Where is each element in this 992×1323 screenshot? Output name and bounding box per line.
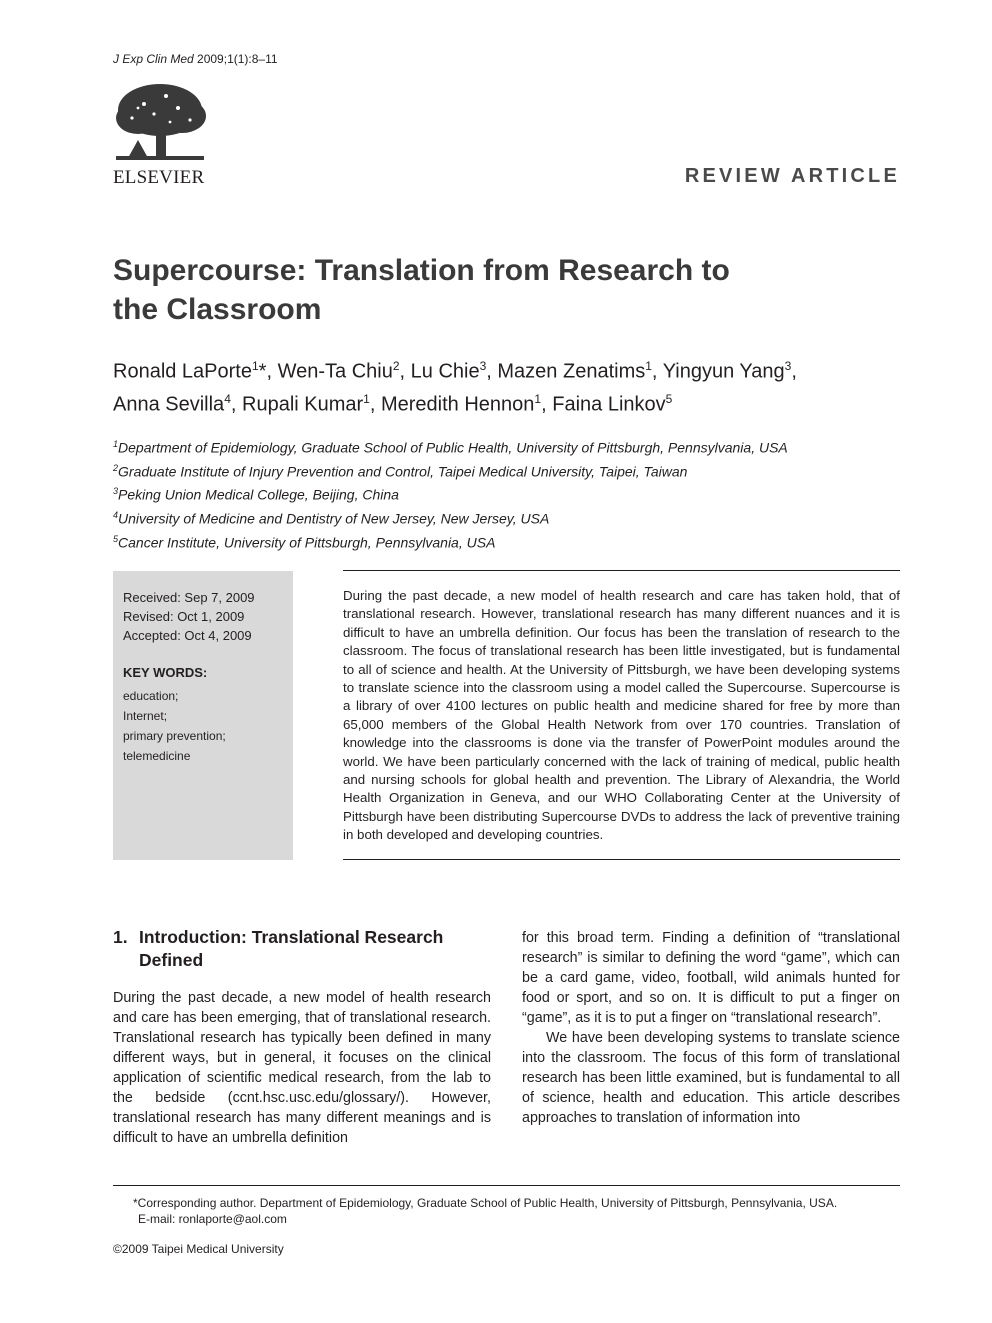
author-affil-sup: 2 — [392, 359, 400, 373]
author-affil-sup: 1 — [645, 359, 652, 373]
affiliation-item: $^5$Cancer Institute, University of Pittsburgh, Pennsylvania, USA — [113, 533, 496, 551]
author-line-2: Anna Sevilla$^4$, Rupali Kumar$^1$, Meredith Hennon$^1$, Faina Linkov$^5$ — [113, 391, 673, 416]
author-name: Meredith Hennon — [380, 393, 535, 416]
corresponding-author-footnote — [133, 1195, 913, 1227]
affiliation-item: $^3$Peking Union Medical College, Beijing, China — [113, 486, 399, 503]
footnote-rule — [113, 1185, 900, 1186]
keyword-item: Internet; — [123, 709, 168, 723]
corresponding-mark: * — [258, 360, 267, 383]
author-name: Ronald LaPorte — [113, 360, 252, 383]
keywords-heading: KEY WORDS: — [123, 665, 208, 680]
author-affil-sup: 3 — [479, 359, 487, 373]
publisher-name: ELSEVIER — [113, 167, 205, 188]
author-line-1: Ronald LaPorte$^1$*, Wen-Ta Chiu$^2$, Lu Chie$^3$, Mazen Zenatims$^1$, Yingyun Yang$^3$, — [113, 359, 797, 383]
abstract-text: During the past decade, a new model of health research and care has taken hold, that of translational research. However, translational research has many different nuances and it is difficult to have an umbrella definition. Our focus has been the translation of research to the classroom. The focus of translational research has been little investigated, but is fundamental to all of science and health. At the University of Pittsburgh, we have been developing systems to translate science into the classroom using a model called the Supercourse. Supercourse is a library of over 4100 lectures on public health and medicine shared for free by more than 65,000 members of the Global Health Network from over 170 countries. Translation of knowledge into the classrooms is done via the transfer of PowerPoint modules around the world. We have been particularly concerned with the lack of training of medical, public health and nursing schools for global health and prevention. The Library of Alexandria, the World Health Organization in Geneva, and our WHO Collaborating Center at the University of Pittsburgh have been distributing Supercourse DVDs to address the lack of preventive training in both developed and developing countries. — [343, 588, 900, 843]
author-list — [113, 353, 913, 418]
section-title-line-1: Introduction: Translational Research — [139, 927, 444, 947]
author-name: Wen-Ta Chiu — [277, 360, 393, 383]
article-title — [113, 251, 793, 329]
abstract-bottom-rule — [343, 859, 900, 860]
author-name: Mazen Zenatims — [497, 360, 646, 383]
author-affil-sup: 1 — [251, 359, 259, 373]
author-name: Rupali Kumar — [242, 393, 364, 416]
keyword-item: education; — [123, 689, 179, 703]
journal-volume: 2009;1(1):8–11 — [193, 52, 278, 66]
copyright-notice: ©2009 Taipei Medical University — [113, 1242, 284, 1256]
footnote-line-1: *Corresponding author. Department of Epidemiology, Graduate School of Public Health, University of Pittsburgh, Pennsylvania, USA. — [133, 1196, 838, 1210]
section-number: 1. — [113, 927, 128, 947]
author-name: Anna Sevilla — [113, 393, 225, 416]
section-title-line-2: Defined — [139, 950, 204, 970]
body-column-left — [113, 988, 491, 1148]
footnote-email: E-mail: ronlaporte@aol.com — [138, 1212, 287, 1226]
affiliation-list — [113, 434, 913, 552]
author-affil-sup: 1 — [363, 391, 370, 406]
body-paragraph: for this broad term. Finding a definition of “translational research” is similar to defining the word “game”, which can be a card game, video, football, wild animals hunted for food or sport, and so on. It is difficult to put a finger on “game”, as it is to put a finger on “translational research”. — [522, 930, 900, 1026]
article-info-sidebar — [113, 571, 293, 860]
affiliation-item: $^1$Department of Epidemiology, Graduate School of Public Health, University of Pittsburgh, Pennsylvania, USA — [113, 439, 788, 456]
article-dates — [123, 588, 255, 645]
journal-citation — [113, 52, 278, 66]
title-line-2: the Classroom — [113, 293, 322, 326]
affiliation-item: $^4$University of Medicine and Dentistry of New Jersey, New Jersey, USA — [113, 509, 550, 527]
body-paragraph: We have been developing systems to translate science into the classroom. The focus of this form of translational research has been little examined, but is fundamental to all of science, health and education. This article describes approaches to translation of information into — [522, 1030, 900, 1126]
keywords-list — [123, 686, 226, 766]
author-affil-sup: 1 — [534, 391, 542, 406]
accepted-date: Accepted: Oct 4, 2009 — [123, 628, 252, 643]
received-date: Received: Sep 7, 2009 — [123, 590, 255, 605]
affiliation-item: $^2$Graduate Institute of Injury Prevention and Control, Taipei Medical University, Taipei, Taiwan — [113, 462, 688, 480]
article-type: REVIEW ARTICLE — [684, 165, 900, 187]
author-affil-sup: 3 — [784, 359, 792, 373]
author-affil-sup: 5 — [665, 391, 673, 406]
author-name: Yingyun Yang — [662, 360, 785, 383]
title-line-1: Supercourse: Translation from Research to — [113, 254, 730, 287]
author-name: Lu Chie — [410, 360, 480, 383]
keyword-item: telemedicine — [123, 749, 191, 763]
keyword-item: primary prevention; — [123, 729, 226, 743]
journal-abbrev: J Exp Clin Med — [113, 52, 194, 66]
body-column-right — [522, 928, 900, 1128]
body-paragraph: During the past decade, a new model of health research and care has been emerging, that of translational research. Translational research has typically been defined in many different ways, but in general, it focuses on the clinical application of scientific medical research, from the lab to the bedside (ccnt.hsc.usc.edu/glossary/). However, translational research has many different meanings and is difficult to have an umbrella definition — [113, 990, 491, 1146]
author-name: Faina Linkov — [552, 393, 666, 416]
abstract-top-rule — [343, 570, 900, 571]
revised-date: Revised: Oct 1, 2009 — [123, 609, 245, 624]
author-affil-sup: 4 — [224, 391, 231, 406]
section-heading — [113, 926, 493, 972]
